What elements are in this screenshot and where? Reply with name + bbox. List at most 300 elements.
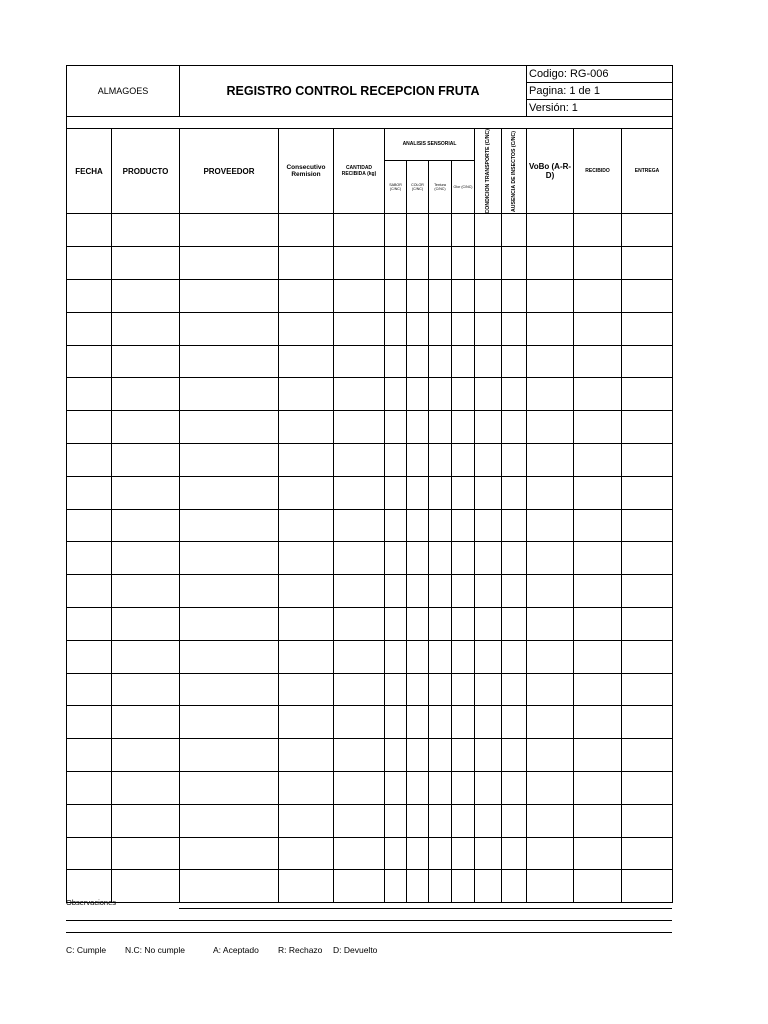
table-cell[interactable] [429, 280, 452, 313]
table-cell[interactable] [334, 608, 385, 641]
table-cell[interactable] [574, 739, 622, 772]
table-cell[interactable] [429, 444, 452, 477]
table-cell[interactable] [334, 444, 385, 477]
table-cell[interactable] [452, 772, 475, 805]
table-cell[interactable] [475, 509, 502, 542]
table-cell[interactable] [180, 608, 279, 641]
table-cell[interactable] [385, 542, 407, 575]
table-cell[interactable] [112, 706, 180, 739]
table-cell[interactable] [334, 378, 385, 411]
table-cell[interactable] [452, 444, 475, 477]
table-cell[interactable] [67, 673, 112, 706]
table-cell[interactable] [622, 280, 673, 313]
table-cell[interactable] [67, 312, 112, 345]
table-cell[interactable] [112, 739, 180, 772]
table-cell[interactable] [452, 739, 475, 772]
table-cell[interactable] [279, 870, 334, 903]
table-cell[interactable] [67, 280, 112, 313]
table-cell[interactable] [385, 476, 407, 509]
table-cell[interactable] [279, 444, 334, 477]
table-cell[interactable] [334, 870, 385, 903]
table-cell[interactable] [574, 575, 622, 608]
table-cell[interactable] [429, 509, 452, 542]
table-cell[interactable] [180, 345, 279, 378]
table-cell[interactable] [67, 640, 112, 673]
table-cell[interactable] [279, 542, 334, 575]
table-cell[interactable] [334, 476, 385, 509]
table-cell[interactable] [475, 706, 502, 739]
table-cell[interactable] [407, 345, 429, 378]
table-cell[interactable] [527, 640, 574, 673]
table-cell[interactable] [452, 870, 475, 903]
table-cell[interactable] [527, 804, 574, 837]
table-cell[interactable] [475, 837, 502, 870]
table-cell[interactable] [407, 575, 429, 608]
table-cell[interactable] [407, 870, 429, 903]
table-cell[interactable] [622, 870, 673, 903]
table-cell[interactable] [112, 542, 180, 575]
table-cell[interactable] [429, 345, 452, 378]
table-cell[interactable] [112, 312, 180, 345]
table-cell[interactable] [574, 214, 622, 247]
table-cell[interactable] [452, 476, 475, 509]
table-cell[interactable] [407, 608, 429, 641]
table-cell[interactable] [475, 640, 502, 673]
table-cell[interactable] [112, 640, 180, 673]
table-cell[interactable] [67, 476, 112, 509]
table-cell[interactable] [112, 870, 180, 903]
table-cell[interactable] [112, 804, 180, 837]
table-cell[interactable] [407, 476, 429, 509]
table-cell[interactable] [622, 772, 673, 805]
table-cell[interactable] [385, 837, 407, 870]
table-cell[interactable] [527, 608, 574, 641]
table-cell[interactable] [279, 772, 334, 805]
table-cell[interactable] [475, 772, 502, 805]
table-cell[interactable] [452, 280, 475, 313]
table-cell[interactable] [574, 542, 622, 575]
table-cell[interactable] [502, 575, 527, 608]
table-cell[interactable] [475, 378, 502, 411]
table-cell[interactable] [527, 312, 574, 345]
table-cell[interactable] [407, 837, 429, 870]
table-cell[interactable] [112, 837, 180, 870]
table-cell[interactable] [180, 870, 279, 903]
table-cell[interactable] [622, 706, 673, 739]
table-cell[interactable] [67, 608, 112, 641]
table-cell[interactable] [452, 247, 475, 280]
table-cell[interactable] [429, 312, 452, 345]
table-cell[interactable] [67, 411, 112, 444]
table-cell[interactable] [475, 214, 502, 247]
table-cell[interactable] [67, 772, 112, 805]
table-cell[interactable] [452, 640, 475, 673]
table-cell[interactable] [180, 739, 279, 772]
table-cell[interactable] [475, 444, 502, 477]
table-cell[interactable] [502, 312, 527, 345]
table-cell[interactable] [502, 542, 527, 575]
table-cell[interactable] [502, 378, 527, 411]
table-cell[interactable] [112, 476, 180, 509]
table-cell[interactable] [502, 640, 527, 673]
table-cell[interactable] [407, 673, 429, 706]
table-cell[interactable] [407, 444, 429, 477]
table-cell[interactable] [407, 739, 429, 772]
table-cell[interactable] [407, 214, 429, 247]
table-cell[interactable] [527, 739, 574, 772]
table-cell[interactable] [475, 476, 502, 509]
table-cell[interactable] [452, 706, 475, 739]
table-cell[interactable] [429, 378, 452, 411]
table-cell[interactable] [385, 509, 407, 542]
table-cell[interactable] [429, 640, 452, 673]
table-cell[interactable] [67, 739, 112, 772]
table-cell[interactable] [112, 247, 180, 280]
table-cell[interactable] [385, 312, 407, 345]
table-cell[interactable] [502, 739, 527, 772]
table-cell[interactable] [502, 608, 527, 641]
table-cell[interactable] [334, 772, 385, 805]
table-cell[interactable] [385, 804, 407, 837]
table-cell[interactable] [334, 706, 385, 739]
table-cell[interactable] [279, 411, 334, 444]
table-cell[interactable] [502, 673, 527, 706]
table-cell[interactable] [574, 378, 622, 411]
table-cell[interactable] [407, 280, 429, 313]
observaciones-line[interactable] [179, 908, 672, 909]
table-cell[interactable] [475, 673, 502, 706]
table-cell[interactable] [527, 772, 574, 805]
table-cell[interactable] [180, 509, 279, 542]
table-cell[interactable] [279, 575, 334, 608]
table-cell[interactable] [527, 706, 574, 739]
table-cell[interactable] [279, 247, 334, 280]
table-cell[interactable] [407, 378, 429, 411]
table-cell[interactable] [67, 706, 112, 739]
table-cell[interactable] [407, 509, 429, 542]
table-cell[interactable] [429, 247, 452, 280]
table-cell[interactable] [475, 345, 502, 378]
table-cell[interactable] [622, 509, 673, 542]
table-cell[interactable] [407, 312, 429, 345]
table-cell[interactable] [429, 542, 452, 575]
table-cell[interactable] [574, 509, 622, 542]
table-cell[interactable] [407, 542, 429, 575]
table-cell[interactable] [622, 575, 673, 608]
table-cell[interactable] [622, 214, 673, 247]
table-cell[interactable] [67, 345, 112, 378]
table-cell[interactable] [385, 411, 407, 444]
table-cell[interactable] [622, 476, 673, 509]
table-cell[interactable] [622, 673, 673, 706]
table-cell[interactable] [112, 280, 180, 313]
table-cell[interactable] [334, 509, 385, 542]
table-cell[interactable] [452, 608, 475, 641]
table-cell[interactable] [429, 411, 452, 444]
table-cell[interactable] [112, 411, 180, 444]
table-cell[interactable] [180, 837, 279, 870]
table-cell[interactable] [502, 280, 527, 313]
table-cell[interactable] [407, 706, 429, 739]
table-cell[interactable] [180, 411, 279, 444]
legend-no-cumple: N.C: No cumple [125, 945, 185, 955]
table-cell[interactable] [475, 804, 502, 837]
table-cell[interactable] [452, 837, 475, 870]
table-cell[interactable] [502, 837, 527, 870]
table-cell[interactable] [67, 804, 112, 837]
table-cell[interactable] [279, 509, 334, 542]
table-cell[interactable] [279, 378, 334, 411]
table-cell[interactable] [429, 608, 452, 641]
table-cell[interactable] [279, 476, 334, 509]
table-cell[interactable] [67, 575, 112, 608]
table-cell[interactable] [574, 280, 622, 313]
table-cell[interactable] [502, 772, 527, 805]
table-cell[interactable] [334, 542, 385, 575]
table-cell[interactable] [67, 542, 112, 575]
table-cell[interactable] [452, 411, 475, 444]
table-cell[interactable] [67, 247, 112, 280]
table-cell[interactable] [475, 312, 502, 345]
table-cell[interactable] [502, 706, 527, 739]
table-cell[interactable] [407, 247, 429, 280]
table-cell[interactable] [622, 312, 673, 345]
table-cell[interactable] [279, 640, 334, 673]
table-cell[interactable] [180, 444, 279, 477]
table-cell[interactable] [180, 575, 279, 608]
table-cell[interactable] [279, 312, 334, 345]
table-cell[interactable] [180, 772, 279, 805]
table-cell[interactable] [574, 444, 622, 477]
table-cell[interactable] [622, 247, 673, 280]
table-cell[interactable] [180, 476, 279, 509]
table-cell[interactable] [112, 214, 180, 247]
table-cell[interactable] [334, 837, 385, 870]
table-cell[interactable] [574, 312, 622, 345]
table-cell[interactable] [622, 804, 673, 837]
table-cell[interactable] [279, 214, 334, 247]
table-cell[interactable] [574, 804, 622, 837]
table-cell[interactable] [429, 673, 452, 706]
table-cell[interactable] [502, 444, 527, 477]
table-cell[interactable] [429, 476, 452, 509]
table-cell[interactable] [407, 772, 429, 805]
table-cell[interactable] [527, 411, 574, 444]
table-cell[interactable] [385, 247, 407, 280]
table-cell[interactable] [112, 378, 180, 411]
table-cell[interactable] [385, 706, 407, 739]
table-cell[interactable] [67, 214, 112, 247]
table-cell[interactable] [407, 804, 429, 837]
table-cell[interactable] [475, 280, 502, 313]
table-cell[interactable] [622, 640, 673, 673]
table-cell[interactable] [429, 804, 452, 837]
table-cell[interactable] [452, 345, 475, 378]
table-cell[interactable] [502, 214, 527, 247]
table-cell[interactable] [180, 804, 279, 837]
table-cell[interactable] [334, 804, 385, 837]
table-cell[interactable] [385, 608, 407, 641]
table-cell[interactable] [452, 542, 475, 575]
table-cell[interactable] [574, 411, 622, 444]
table-cell[interactable] [574, 476, 622, 509]
table-cell[interactable] [527, 345, 574, 378]
table-cell[interactable] [112, 575, 180, 608]
table-cell[interactable] [334, 312, 385, 345]
table-cell[interactable] [527, 247, 574, 280]
table-cell[interactable] [502, 411, 527, 444]
table-cell[interactable] [574, 772, 622, 805]
table-cell[interactable] [279, 280, 334, 313]
table-cell[interactable] [622, 378, 673, 411]
table-cell[interactable] [527, 542, 574, 575]
col-recibido: RECIBIDO [574, 129, 622, 214]
table-cell[interactable] [112, 772, 180, 805]
table-cell[interactable] [622, 542, 673, 575]
table-cell[interactable] [502, 476, 527, 509]
table-cell[interactable] [475, 870, 502, 903]
table-cell[interactable] [67, 444, 112, 477]
table-cell[interactable] [452, 509, 475, 542]
table-cell[interactable] [574, 247, 622, 280]
table-cell[interactable] [180, 542, 279, 575]
table-cell[interactable] [502, 804, 527, 837]
table-cell[interactable] [180, 247, 279, 280]
table-cell[interactable] [180, 706, 279, 739]
table-cell[interactable] [502, 870, 527, 903]
table-cell[interactable] [452, 673, 475, 706]
table-cell[interactable] [429, 772, 452, 805]
table-cell[interactable] [67, 837, 112, 870]
table-cell[interactable] [67, 378, 112, 411]
table-cell[interactable] [180, 312, 279, 345]
table-cell[interactable] [180, 214, 279, 247]
table-cell[interactable] [527, 280, 574, 313]
table-cell[interactable] [452, 214, 475, 247]
table-cell[interactable] [452, 378, 475, 411]
table-cell[interactable] [334, 411, 385, 444]
table-cell[interactable] [334, 345, 385, 378]
table-cell[interactable] [527, 378, 574, 411]
table-cell[interactable] [112, 444, 180, 477]
table-cell[interactable] [279, 739, 334, 772]
table-cell[interactable] [502, 509, 527, 542]
table-cell[interactable] [279, 706, 334, 739]
table-cell[interactable] [385, 214, 407, 247]
table-cell[interactable] [180, 378, 279, 411]
table-cell[interactable] [622, 444, 673, 477]
table-cell[interactable] [429, 706, 452, 739]
table-cell[interactable] [527, 837, 574, 870]
table-cell[interactable] [279, 608, 334, 641]
table-cell[interactable] [279, 345, 334, 378]
table-cell[interactable] [475, 247, 502, 280]
table-cell[interactable] [279, 804, 334, 837]
table-cell[interactable] [279, 837, 334, 870]
table-cell[interactable] [622, 411, 673, 444]
table-cell[interactable] [452, 575, 475, 608]
table-cell[interactable] [385, 870, 407, 903]
table-cell[interactable] [112, 345, 180, 378]
table-cell[interactable] [475, 575, 502, 608]
table-cell[interactable] [574, 706, 622, 739]
table-cell[interactable] [527, 476, 574, 509]
table-cell[interactable] [429, 214, 452, 247]
table-cell[interactable] [385, 378, 407, 411]
col-textura: Textura (C/NC) [429, 160, 452, 214]
table-cell[interactable] [622, 837, 673, 870]
table-cell[interactable] [334, 280, 385, 313]
table-cell[interactable] [527, 673, 574, 706]
table-cell[interactable] [407, 411, 429, 444]
table-cell[interactable] [429, 575, 452, 608]
table-cell[interactable] [475, 542, 502, 575]
table-cell[interactable] [429, 739, 452, 772]
table-cell[interactable] [574, 837, 622, 870]
table-cell[interactable] [527, 444, 574, 477]
table-cell[interactable] [180, 280, 279, 313]
table-cell[interactable] [502, 247, 527, 280]
table-cell[interactable] [334, 673, 385, 706]
table-cell[interactable] [334, 575, 385, 608]
table-cell[interactable] [385, 772, 407, 805]
table-cell[interactable] [574, 608, 622, 641]
table-cell[interactable] [407, 640, 429, 673]
table-cell[interactable] [385, 575, 407, 608]
table-cell[interactable] [112, 509, 180, 542]
table-cell[interactable] [452, 804, 475, 837]
table-cell[interactable] [527, 870, 574, 903]
table-cell[interactable] [475, 411, 502, 444]
table-cell[interactable] [112, 608, 180, 641]
table-cell[interactable] [527, 214, 574, 247]
observaciones-line[interactable] [66, 920, 672, 921]
table-cell[interactable] [622, 608, 673, 641]
table-cell[interactable] [475, 739, 502, 772]
table-cell[interactable] [574, 640, 622, 673]
table-cell[interactable] [502, 345, 527, 378]
table-cell[interactable] [527, 575, 574, 608]
table-cell[interactable] [385, 673, 407, 706]
table-cell[interactable] [622, 345, 673, 378]
table-cell[interactable] [475, 608, 502, 641]
table-cell[interactable] [622, 739, 673, 772]
observaciones-line[interactable] [66, 932, 672, 933]
table-cell[interactable] [385, 280, 407, 313]
table-cell[interactable] [180, 673, 279, 706]
table-cell[interactable] [574, 673, 622, 706]
table-cell[interactable] [334, 214, 385, 247]
table-cell[interactable] [429, 870, 452, 903]
table-cell[interactable] [67, 509, 112, 542]
table-cell[interactable] [334, 640, 385, 673]
col-condicion-transporte [475, 129, 502, 214]
table-cell[interactable] [385, 345, 407, 378]
table-cell[interactable] [385, 640, 407, 673]
table-cell[interactable] [279, 673, 334, 706]
table-cell[interactable] [385, 444, 407, 477]
table-cell[interactable] [180, 640, 279, 673]
table-cell[interactable] [429, 837, 452, 870]
table-cell[interactable] [527, 509, 574, 542]
table-cell[interactable] [334, 739, 385, 772]
table-cell[interactable] [334, 247, 385, 280]
table-cell[interactable] [385, 739, 407, 772]
table-cell[interactable] [574, 345, 622, 378]
table-cell[interactable] [112, 673, 180, 706]
table-cell[interactable] [574, 870, 622, 903]
table-cell[interactable] [452, 312, 475, 345]
